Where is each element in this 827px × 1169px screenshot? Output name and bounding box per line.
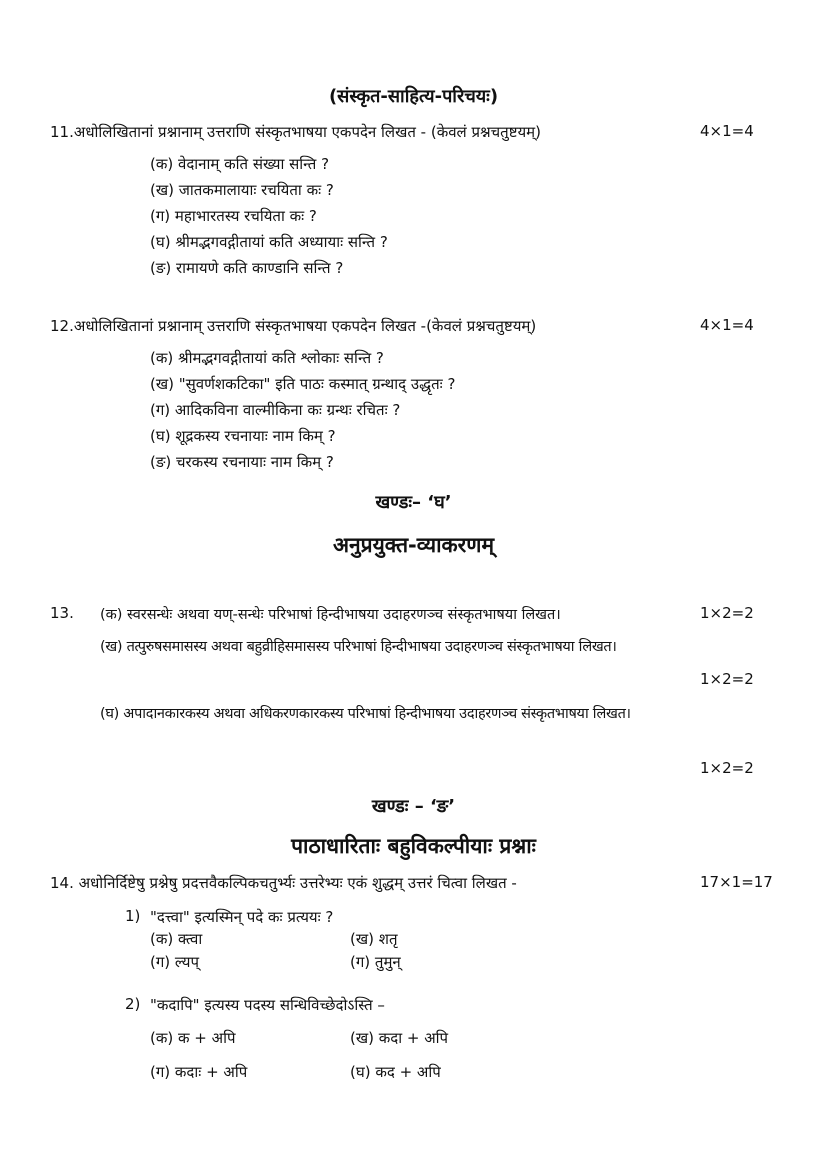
- q12-option: (ग) आदिकविना वाल्मीकिना कः ग्रन्थः रचितः ?: [150, 401, 401, 419]
- q12-option: (घ) शूद्रकस्य रचनायाः नाम किम् ?: [150, 427, 336, 445]
- q11-option: (घ) श्रीमद्भगवद्गीतायां कति अध्यायाः सन्ति ?: [150, 233, 388, 251]
- q13-part-b: (ख) तत्पुरुषसमासस्य अथवा बहुव्रीहिसमासस्य परिभाषां हिन्दीभाषया उदाहरणञ्च संस्कृतभाषया लिखत।: [100, 639, 617, 655]
- question-12: 12.अधोलिखितानां प्रश्नानाम् उत्तराणि संस्कृतभाषया एकपदेन लिखत -(केवलं प्रश्नचतुष्टयम्): [50, 317, 537, 335]
- q11-option: (ग) महाभारतस्य रचयिता कः ?: [150, 207, 317, 225]
- q14-sub-option: (क) क + अपि: [150, 1029, 236, 1047]
- q14-sub-option: (ख) शतृ: [350, 930, 398, 948]
- q13-c-marks: 1×2=2: [700, 759, 754, 777]
- anuprayukta-title: अनुप्रयुक्त-व्याकरणम्: [332, 533, 495, 557]
- q13-a-marks: 1×2=2: [700, 604, 754, 622]
- mcq-title: पाठाधारिताः बहुविकल्पीयाः प्रश्नाः: [291, 834, 536, 858]
- section-title: (संस्कृत-साहित्य-परिचयः): [328, 86, 499, 107]
- q13-part-c: (घ) अपादानकारकस्य अथवा अधिकरणकारकस्य परिभाषां हिन्दीभाषया उदाहरणञ्च संस्कृतभाषया लिखत।: [100, 706, 631, 722]
- q14-sub-option: (ग) ल्यप्: [150, 953, 199, 971]
- q11-option: (ङ) रामायणे कति काण्डानि सन्ति ?: [150, 259, 344, 277]
- q11-marks: 4×1=4: [700, 122, 754, 140]
- q12-option: (ङ) चरकस्य रचनायाः नाम किम् ?: [150, 453, 334, 471]
- q13-part-a: (क) स्वरसन्धेः अथवा यण्-सन्धेः परिभाषां हिन्दीभाषया उदाहरणञ्च संस्कृतभाषया लिखत।: [100, 607, 561, 623]
- q14-sub-question: "कदापि" इत्यस्य पदस्य सन्धिविच्छेदोऽस्ति –: [150, 996, 385, 1014]
- khand-nga-heading: खण्डः – ‘ङ’: [371, 796, 456, 817]
- question-11: 11.अधोलिखितानां प्रश्नानाम् उत्तराणि संस्कृतभाषया एकपदेन लिखत - (केवलं प्रश्नचतुष्टयम्): [50, 123, 541, 141]
- q13-number: 13.: [50, 604, 74, 622]
- q13-b-marks: 1×2=2: [700, 670, 754, 688]
- question-14: 14. अधोनिर्दिष्टेषु प्रश्नेषु प्रदत्तवैकल्पिकचतुर्भ्यः उत्तरेभ्यः एकं शुद्धम् उत्तरं चित्वा लिखत -: [50, 874, 517, 892]
- q14-sub-number: 1): [125, 907, 141, 925]
- khand-gha-heading: खण्डः– ‘घ’: [375, 492, 452, 513]
- q14-sub-question: "दत्त्वा" इत्यस्मिन् पदे कः प्रत्ययः ?: [150, 908, 334, 926]
- q14-sub-option: (ख) कदा + अपि: [350, 1029, 449, 1047]
- q14-sub-option: (ग) तुमुन्: [350, 953, 401, 971]
- q12-option: (ख) "सुवर्णशकटिका" इति पाठः कस्मात् ग्रन्थाद् उद्धृतः ?: [150, 375, 456, 393]
- q14-sub-option: (क) क्त्वा: [150, 930, 203, 948]
- q14-marks: 17×1=17: [700, 873, 773, 891]
- q12-option: (क) श्रीमद्भगवद्गीतायां कति श्लोकाः सन्ति ?: [150, 349, 384, 367]
- q12-marks: 4×1=4: [700, 316, 754, 334]
- q11-option: (ख) जातकमालायाः रचयिता कः ?: [150, 181, 334, 199]
- q14-sub-option: (घ) कद + अपि: [350, 1063, 441, 1081]
- q14-sub-option: (ग) कदाः + अपि: [150, 1063, 248, 1081]
- q11-option: (क) वेदानाम् कति संख्या सन्ति ?: [150, 155, 330, 173]
- q14-sub-number: 2): [125, 995, 141, 1013]
